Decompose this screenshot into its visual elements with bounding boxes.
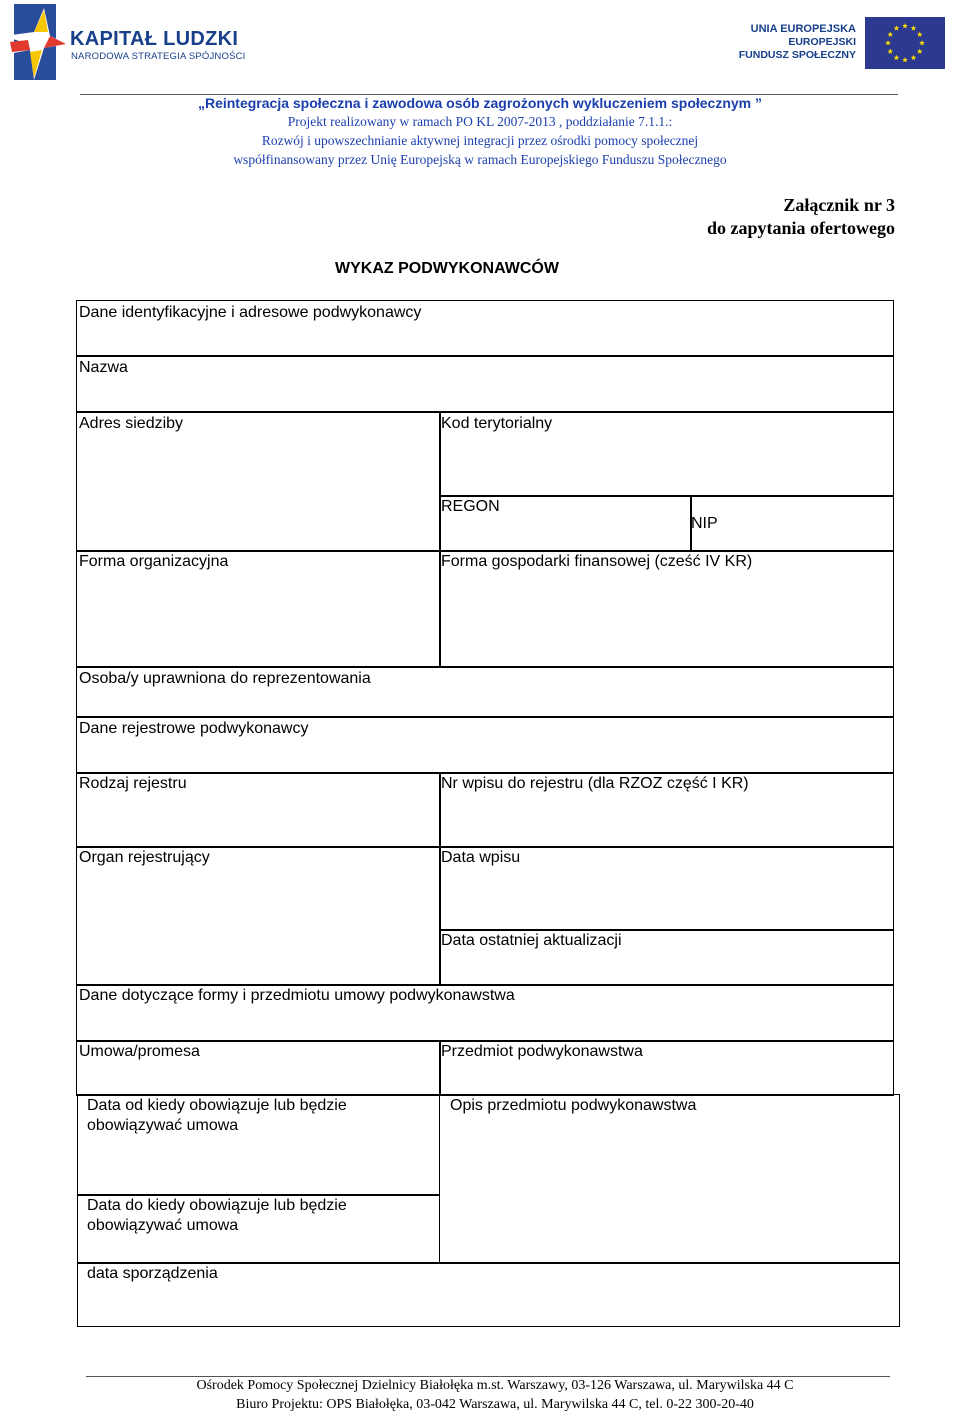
footer-divider [86,1376,890,1377]
eu-logo-line2: EUROPEJSKI [788,36,856,48]
eu-logo-line3: FUNDUSZ SPOŁECZNY [738,49,856,61]
date-from-label: Data od kiedy obowiązuje lub będzie obowiązywać umowa [87,1097,347,1134]
eu-logo-line1: UNIA EUROPEJSKA [750,23,856,35]
subject-description-label: Opis przedmiotu podwykonawstwa [450,1097,697,1114]
org-form-label: Forma organizacyjna [79,553,229,570]
representative-label: Osoba/y uprawniona do reprezentowania [79,670,371,687]
project-line4: współfinansowany przez Unię Europejską w ramach Europejskiego Funduszu Społecznego [233,152,727,167]
entry-date-label: Data wpisu [441,849,521,866]
section-contract-label: Dane dotyczące formy i przedmiotu umowy podwykonawstwa [79,987,515,1004]
contract-type-label: Umowa/promesa [79,1043,200,1060]
nip-field[interactable] [690,495,894,552]
kapital-ludzki-title: KAPITAŁ LUDZKI [70,28,239,50]
subject-description-field[interactable] [439,1094,900,1264]
date-to-label: Data do kiedy obowiązuje lub będzie obowiązywać umowa [87,1197,347,1234]
territorial-code-label: Kod terytorialny [441,415,553,432]
eu-flag-icon [865,17,945,69]
name-label: Nazwa [79,359,128,376]
name-field[interactable] [76,355,894,413]
prep-date-label: data sporządzenia [87,1265,218,1282]
address-label: Adres siedziby [79,415,184,432]
nip-label: NIP [691,515,718,532]
last-update-label: Data ostatniej aktualizacji [441,932,622,949]
project-title: „Reintegracja społeczna i zawodowa osób zagrożonych wykluczeniem społecznym ” [197,95,763,111]
regon-label: REGON [441,498,500,515]
registry-type-label: Rodzaj rejestru [79,775,187,792]
eu-logo-text [739,23,856,62]
section-identification-label: Dane identyfikacyjne i adresowe podwykonawcy [79,304,422,321]
section-registry-label: Dane rejestrowe podwykonawcy [79,720,309,737]
attachment-line2: do zapytania ofertowego [707,218,895,238]
registry-organ-label: Organ rejestrujący [79,849,210,866]
kapital-ludzki-subtitle: NARODOWA STRATEGIA SPÓJNOŚCI [71,51,246,62]
registry-number-label: Nr wpisu do rejestru (dla RZOZ część I KR) [441,775,749,792]
footer-line2: Biuro Projektu: OPS Białołęka, 03-042 Warszawa, ul. Marywilska 44 C, tel. 0-22 300-20-40 [236,1397,754,1412]
subject-label: Przedmiot podwykonawstwa [441,1043,643,1060]
kapital-ludzki-star-icon [4,2,68,82]
attachment-line1: Załącznik nr 3 [783,195,895,215]
project-line2: Projekt realizowany w ramach PO KL 2007-2013 , poddziałanie 7.1.1.: [287,114,673,129]
footer-line1: Ośrodek Pomocy Społecznej Dzielnicy Białołęka m.st. Warszawy, 03-126 Warszawa, ul. Marywilska 44 C [196,1378,794,1393]
project-line3: Rozwój i upowszechnianie aktywnej integracji przez ośrodki pomocy społecznej [261,133,699,148]
finance-form-label: Forma gospodarki finansowej (cześć IV KR) [441,553,753,570]
attachment-label [707,194,895,240]
document-title: WYKAZ PODWYKONAWCÓW [335,260,559,277]
